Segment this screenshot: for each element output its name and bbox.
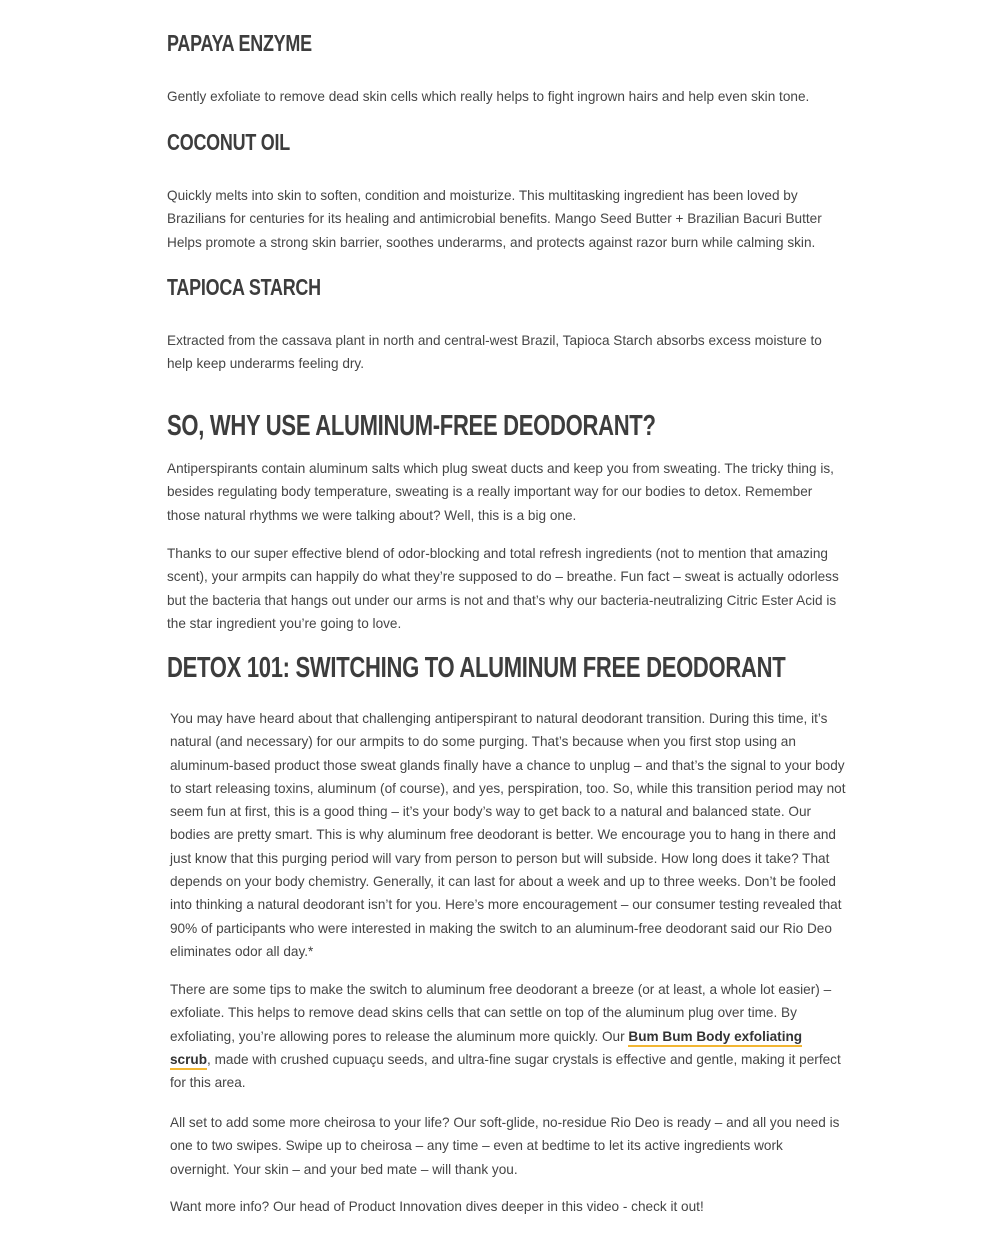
- paragraph-detox-4: Want more info? Our head of Product Innovation dives deeper in this video - check it out!: [170, 1199, 704, 1214]
- paragraph-coconut-oil: Quickly melts into skin to soften, condition and moisturize. This multitasking ingredient has been loved by Brazilians for centuries for its healing and antimicrobial benefits. Mango Seed Butter + Brazilian Bacuri Butter Helps promote a strong skin barrier, soothes underarms, and protects against razor burn while calming skin.: [167, 188, 822, 250]
- heading-why-aluminum-free: SO, WHY USE ALUMINUM-FREE DEODORANT?: [167, 410, 656, 442]
- paragraph-papaya-enzyme: Gently exfoliate to remove dead skin cells which really helps to fight ingrown hairs and help even skin tone.: [167, 89, 810, 104]
- paragraph-detox-2-text-a: There are some tips to make the switch to aluminum free deodorant a breeze (or at least, a whole lot easier) – exfoliate. This helps to remove dead skins cells that can settle on top of the aluminum plug over time. By exfoliating, you’re allowing pores to release the aluminum more quickly. Our: [170, 982, 832, 1044]
- paragraph-detox-1: You may have heard about that challenging antiperspirant to natural deodorant transition. During this time, it’s natural (and necessary) for our armpits to do some purging. That’s because when you first stop using an aluminum-based product those sweat glands finally have a chance to unplug – and that’s the signal to your body to start releasing toxins, aluminum (of course), and yes, perspiration, too. So, while this transition period may not seem fun at first, this is a good thing – it’s your body’s way to get back to a natural and balanced state. Our bodies are pretty smart. This is why aluminum free deodorant is better. We encourage you to hang in there and just know that this purging period will vary from person to person but will subside. How long does it take? That depends on your body chemistry. Generally, it can last for about a week and up to three weeks. Don’t be fooled into thinking a natural deodorant isn’t for you. Here’s more encouragement – our consumer testing revealed that 90% of participants who were interested in making the switch to an aluminum-free deodorant said our Rio Deo eliminates odor all day.*: [170, 711, 846, 959]
- heading-detox-101: DETOX 101: SWITCHING TO ALUMINUM FREE DEODORANT: [167, 652, 786, 684]
- heading-coconut-oil: COCONUT OIL: [167, 129, 291, 155]
- heading-tapioca-starch: TAPIOCA STARCH: [167, 274, 321, 300]
- paragraph-detox-2-text-b: , made with crushed cupuaçu seeds, and ultra-fine sugar crystals is effective and gentle, making it perfect for this area.: [170, 1051, 841, 1091]
- paragraph-why-1: Antiperspirants contain aluminum salts which plug sweat ducts and keep you from sweating. The tricky thing is, besides regulating body temperature, sweating is a really important way for our bodies to detox. Remember those natural rhythms we were talking about? Well, this is a big one.: [167, 461, 834, 523]
- bum-bum-scrub-link[interactable]: Bum Bum Body exfoliating scrub: [170, 1029, 802, 1070]
- paragraph-detox-2: [170, 978, 846, 1094]
- paragraph-tapioca-starch: Extracted from the cassava plant in north and central-west Brazil, Tapioca Starch absorbs excess moisture to help keep underarms feeling dry.: [167, 333, 822, 372]
- paragraph-detox-3: All set to add some more cheirosa to your life? Our soft-glide, no-residue Rio Deo is ready – and all you need is one to two swipes. Swipe up to cheirosa – any time – even at bedtime to let its active ingredients work overnight. Your skin – and your bed mate – will thank you.: [170, 1115, 840, 1177]
- heading-papaya-enzyme: PAPAYA ENZYME: [167, 30, 312, 56]
- paragraph-why-2: Thanks to our super effective blend of odor-blocking and total refresh ingredients (not to mention that amazing scent), your armpits can happily do what they’re supposed to do – breathe. Fun fact – sweat is actually odorless but the bacteria that hangs out under our arms is not and that’s why our bacteria-neutralizing Citric Ester Acid is the star ingredient you’re going to love.: [167, 546, 839, 631]
